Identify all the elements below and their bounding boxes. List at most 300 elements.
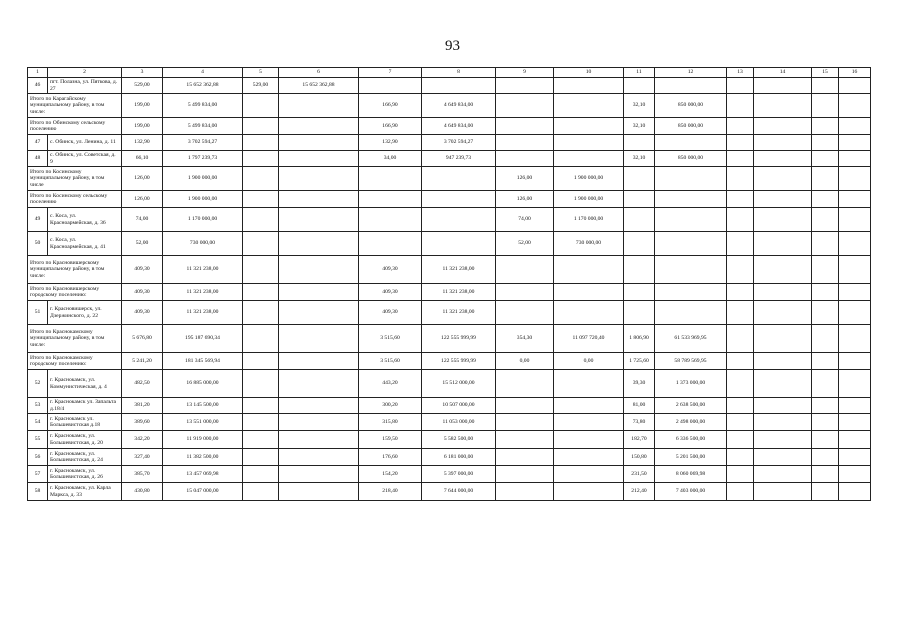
column-header: 4 (163, 68, 243, 78)
row-number: 50 (28, 232, 48, 256)
empty-cell (727, 414, 754, 431)
empty-cell (812, 256, 839, 284)
value-cell-c6 (279, 466, 359, 483)
value-cell-c7 (359, 191, 422, 208)
value-cell-c11 (624, 284, 655, 301)
empty-cell (727, 284, 754, 301)
value-cell-c7: 3 515,60 (359, 325, 422, 353)
value-cell-c5 (243, 94, 279, 118)
column-header: 6 (279, 68, 359, 78)
value-cell-c7: 154,20 (359, 466, 422, 483)
empty-cell (812, 414, 839, 431)
empty-cell (839, 78, 871, 94)
empty-cell (839, 208, 871, 232)
value-cell-c12: 5 201 500,00 (655, 449, 727, 466)
subtotal-row (28, 284, 871, 301)
value-cell-c6 (279, 94, 359, 118)
empty-cell (727, 483, 754, 501)
empty-cell (727, 398, 754, 414)
value-cell-c10: 1 900 000,00 (554, 191, 624, 208)
empty-cell (754, 301, 812, 325)
value-cell-c10: 0,00 (554, 353, 624, 370)
subtotal-label: Итого по Карагайскому муниципальному району, в том числе: (28, 94, 122, 118)
empty-cell (727, 191, 754, 208)
value-cell-c5 (243, 256, 279, 284)
value-cell-c3: 482,50 (122, 370, 163, 398)
empty-cell (839, 301, 871, 325)
value-cell-c4: 11 321 238,00 (163, 301, 243, 325)
value-cell-c3: 199,00 (122, 118, 163, 135)
value-cell-c4: 13 457 069,98 (163, 466, 243, 483)
table-row (28, 232, 871, 256)
empty-cell (754, 118, 812, 135)
address-cell: с. Коса, ул. Красноармейская, д. 36 (48, 208, 122, 232)
table-row (28, 301, 871, 325)
empty-cell (754, 78, 812, 94)
value-cell-c5 (243, 191, 279, 208)
address-cell: г. Краснокамск, ул. Карла Маркса, д. 33 (48, 483, 122, 501)
subtotal-label: Итого по Красновишерскому городскому поселению: (28, 284, 122, 301)
table-row (28, 414, 871, 431)
value-cell-c8: 5 582 500,00 (422, 431, 496, 449)
value-cell-c8: 122 555 999,99 (422, 325, 496, 353)
value-cell-c11 (624, 135, 655, 151)
value-cell-c5 (243, 135, 279, 151)
empty-cell (754, 94, 812, 118)
value-cell-c10 (554, 466, 624, 483)
register-table (27, 67, 871, 501)
empty-cell (754, 135, 812, 151)
value-cell-c11 (624, 167, 655, 191)
value-cell-c8: 5 397 000,00 (422, 466, 496, 483)
row-number: 49 (28, 208, 48, 232)
row-number: 57 (28, 466, 48, 483)
value-cell-c6 (279, 135, 359, 151)
page-number: 93 (445, 38, 460, 54)
address-cell: с. Обинск, ул. Советская, д. 9 (48, 151, 122, 167)
value-cell-c6 (279, 483, 359, 501)
value-cell-c10 (554, 256, 624, 284)
value-cell-c10 (554, 431, 624, 449)
empty-cell (754, 483, 812, 501)
subtotal-row (28, 118, 871, 135)
value-cell-c8: 15 512 000,00 (422, 370, 496, 398)
value-cell-c10 (554, 135, 624, 151)
table-row (28, 398, 871, 414)
value-cell-c11 (624, 208, 655, 232)
empty-cell (754, 398, 812, 414)
table-row (28, 78, 871, 94)
value-cell-c4: 11 321 238,00 (163, 256, 243, 284)
column-header: 13 (727, 68, 754, 78)
value-cell-c11: 150,80 (624, 449, 655, 466)
value-cell-c4: 1 900 000,00 (163, 191, 243, 208)
value-cell-c12 (655, 232, 727, 256)
value-cell-c9 (496, 398, 554, 414)
column-header: 11 (624, 68, 655, 78)
value-cell-c8: 4 649 834,00 (422, 94, 496, 118)
value-cell-c9 (496, 256, 554, 284)
empty-cell (754, 151, 812, 167)
value-cell-c5 (243, 431, 279, 449)
value-cell-c5 (243, 449, 279, 466)
value-cell-c3: 529,00 (122, 78, 163, 94)
empty-cell (754, 208, 812, 232)
value-cell-c12 (655, 135, 727, 151)
value-cell-c4: 13 145 500,00 (163, 398, 243, 414)
value-cell-c11: 32,10 (624, 118, 655, 135)
value-cell-c10 (554, 151, 624, 167)
empty-cell (812, 151, 839, 167)
value-cell-c3: 199,00 (122, 94, 163, 118)
address-cell: г. Краснокамск ул. Большевистская д.18 (48, 414, 122, 431)
row-number: 55 (28, 431, 48, 449)
value-cell-c12 (655, 167, 727, 191)
value-cell-c7: 300,20 (359, 398, 422, 414)
value-cell-c7: 132,90 (359, 135, 422, 151)
value-cell-c11: 1 806,90 (624, 325, 655, 353)
value-cell-c3: 52,00 (122, 232, 163, 256)
column-header: 2 (48, 68, 122, 78)
column-number-row (28, 68, 871, 78)
subtotal-label: Итого по Краснокамскому городскому поселению: (28, 353, 122, 370)
empty-cell (754, 414, 812, 431)
empty-cell (812, 284, 839, 301)
empty-cell (754, 353, 812, 370)
value-cell-c5 (243, 284, 279, 301)
empty-cell (839, 370, 871, 398)
value-cell-c4: 15 652 362,88 (163, 78, 243, 94)
column-header: 15 (812, 68, 839, 78)
value-cell-c4: 13 551 000,00 (163, 414, 243, 431)
value-cell-c12: 850 000,00 (655, 94, 727, 118)
value-cell-c10 (554, 483, 624, 501)
value-cell-c11: 1 725,60 (624, 353, 655, 370)
value-cell-c8 (422, 78, 496, 94)
empty-cell (812, 78, 839, 94)
address-cell: г. Красновишерск, ул. Дзержинского, д. 22 (48, 301, 122, 325)
row-number: 47 (28, 135, 48, 151)
empty-cell (812, 353, 839, 370)
value-cell-c7 (359, 167, 422, 191)
value-cell-c7: 409,30 (359, 301, 422, 325)
value-cell-c3: 126,00 (122, 167, 163, 191)
value-cell-c10 (554, 414, 624, 431)
value-cell-c11: 32,10 (624, 94, 655, 118)
subtotal-row (28, 325, 871, 353)
empty-cell (839, 414, 871, 431)
value-cell-c11: 182,70 (624, 431, 655, 449)
value-cell-c5 (243, 353, 279, 370)
empty-cell (727, 256, 754, 284)
table-row (28, 483, 871, 501)
empty-cell (839, 466, 871, 483)
value-cell-c5 (243, 232, 279, 256)
table-row (28, 135, 871, 151)
empty-cell (727, 78, 754, 94)
subtotal-label: Итого по Косинскому муниципальному району, в том числе (28, 167, 122, 191)
row-number: 51 (28, 301, 48, 325)
value-cell-c5 (243, 466, 279, 483)
value-cell-c8: 122 555 999,99 (422, 353, 496, 370)
value-cell-c12: 6 336 500,00 (655, 431, 727, 449)
value-cell-c4: 3 702 594,27 (163, 135, 243, 151)
value-cell-c4: 5 499 834,00 (163, 118, 243, 135)
value-cell-c7 (359, 208, 422, 232)
value-cell-c6 (279, 370, 359, 398)
value-cell-c7 (359, 78, 422, 94)
empty-cell (812, 466, 839, 483)
value-cell-c3: 327,40 (122, 449, 163, 466)
value-cell-c12: 850 000,00 (655, 118, 727, 135)
value-cell-c12 (655, 208, 727, 232)
value-cell-c9: 126,00 (496, 191, 554, 208)
address-cell: пгт. Полазна, ул. Пяткова, д. 27 (48, 78, 122, 94)
value-cell-c4: 11 382 500,00 (163, 449, 243, 466)
empty-cell (812, 398, 839, 414)
value-cell-c6: 15 652 362,88 (279, 78, 359, 94)
table-row (28, 370, 871, 398)
value-cell-c6 (279, 353, 359, 370)
empty-cell (812, 370, 839, 398)
value-cell-c7: 409,30 (359, 256, 422, 284)
value-cell-c10: 1 170 000,00 (554, 208, 624, 232)
value-cell-c6 (279, 398, 359, 414)
empty-cell (839, 256, 871, 284)
address-cell: г. Краснокамск, ул. Большевистская, д. 26 (48, 466, 122, 483)
empty-cell (839, 94, 871, 118)
value-cell-c12 (655, 78, 727, 94)
value-cell-c4: 5 499 834,00 (163, 94, 243, 118)
empty-cell (839, 325, 871, 353)
value-cell-c12: 1 373 000,00 (655, 370, 727, 398)
empty-cell (839, 118, 871, 135)
value-cell-c11: 73,80 (624, 414, 655, 431)
value-cell-c7: 166,90 (359, 118, 422, 135)
column-header: 14 (754, 68, 812, 78)
subtotal-label: Итого по Красновишерскому муниципальному району, в том числе: (28, 256, 122, 284)
value-cell-c8 (422, 191, 496, 208)
value-cell-c9: 52,00 (496, 232, 554, 256)
value-cell-c7: 315,80 (359, 414, 422, 431)
value-cell-c9: 74,00 (496, 208, 554, 232)
address-cell: с. Обинск, ул. Ленина, д. 11 (48, 135, 122, 151)
value-cell-c4: 11 321 238,00 (163, 284, 243, 301)
subtotal-row (28, 353, 871, 370)
value-cell-c10 (554, 118, 624, 135)
value-cell-c6 (279, 256, 359, 284)
empty-cell (839, 167, 871, 191)
empty-cell (727, 370, 754, 398)
value-cell-c8 (422, 167, 496, 191)
value-cell-c9 (496, 151, 554, 167)
value-cell-c5 (243, 483, 279, 501)
subtotal-row (28, 191, 871, 208)
value-cell-c4: 1 170 000,00 (163, 208, 243, 232)
value-cell-c8: 11 053 000,00 (422, 414, 496, 431)
value-cell-c12: 61 533 969,95 (655, 325, 727, 353)
value-cell-c12 (655, 191, 727, 208)
empty-cell (727, 449, 754, 466)
empty-cell (812, 301, 839, 325)
value-cell-c11: 81,00 (624, 398, 655, 414)
column-header: 10 (554, 68, 624, 78)
subtotal-label: Итого по Краснокамскому муниципальному району, в том числе: (28, 325, 122, 353)
value-cell-c7: 166,90 (359, 94, 422, 118)
value-cell-c12: 8 060 069,98 (655, 466, 727, 483)
value-cell-c7 (359, 232, 422, 256)
empty-cell (727, 167, 754, 191)
value-cell-c9: 0,00 (496, 353, 554, 370)
value-cell-c9: 354,30 (496, 325, 554, 353)
address-cell: с. Коса, ул. Красноармейская, д. 41 (48, 232, 122, 256)
table-row (28, 208, 871, 232)
value-cell-c10 (554, 370, 624, 398)
value-cell-c10 (554, 449, 624, 466)
empty-cell (754, 256, 812, 284)
value-cell-c10 (554, 301, 624, 325)
address-cell: г. Краснокамск, ул. Большевистская, д. 24 (48, 449, 122, 466)
value-cell-c10 (554, 94, 624, 118)
subtotal-label: Итого по Обинскому сельскому поселению (28, 118, 122, 135)
value-cell-c10 (554, 78, 624, 94)
value-cell-c11: 231,50 (624, 466, 655, 483)
value-cell-c12: 850 000,00 (655, 151, 727, 167)
value-cell-c5 (243, 398, 279, 414)
address-cell: г. Краснокамск ул. Запальта д.18/4 (48, 398, 122, 414)
value-cell-c10: 730 000,00 (554, 232, 624, 256)
value-cell-c9 (496, 414, 554, 431)
empty-cell (727, 208, 754, 232)
empty-cell (754, 370, 812, 398)
value-cell-c8: 10 507 000,00 (422, 398, 496, 414)
value-cell-c6 (279, 208, 359, 232)
row-number: 58 (28, 483, 48, 501)
value-cell-c3: 66,10 (122, 151, 163, 167)
value-cell-c5 (243, 414, 279, 431)
value-cell-c6 (279, 232, 359, 256)
value-cell-c4: 1 900 000,00 (163, 167, 243, 191)
subtotal-row (28, 167, 871, 191)
value-cell-c5 (243, 208, 279, 232)
value-cell-c6 (279, 118, 359, 135)
value-cell-c6 (279, 414, 359, 431)
value-cell-c8: 4 649 834,00 (422, 118, 496, 135)
value-cell-c9 (496, 301, 554, 325)
value-cell-c8: 11 321 238,00 (422, 284, 496, 301)
value-cell-c6 (279, 325, 359, 353)
value-cell-c3: 5 241,20 (122, 353, 163, 370)
value-cell-c12 (655, 256, 727, 284)
empty-cell (754, 232, 812, 256)
empty-cell (839, 284, 871, 301)
register-body (28, 68, 871, 501)
subtotal-row (28, 94, 871, 118)
empty-cell (754, 284, 812, 301)
value-cell-c9: 126,00 (496, 167, 554, 191)
value-cell-c8: 3 702 594,27 (422, 135, 496, 151)
value-cell-c3: 409,30 (122, 284, 163, 301)
empty-cell (727, 325, 754, 353)
row-number: 48 (28, 151, 48, 167)
value-cell-c7: 409,30 (359, 284, 422, 301)
column-header: 8 (422, 68, 496, 78)
value-cell-c3: 126,00 (122, 191, 163, 208)
value-cell-c7: 3 515,60 (359, 353, 422, 370)
empty-cell (727, 301, 754, 325)
value-cell-c3: 381,20 (122, 398, 163, 414)
value-cell-c9 (496, 78, 554, 94)
value-cell-c4: 1 797 239,73 (163, 151, 243, 167)
empty-cell (839, 135, 871, 151)
value-cell-c4: 11 919 000,00 (163, 431, 243, 449)
value-cell-c8 (422, 208, 496, 232)
value-cell-c7: 443,20 (359, 370, 422, 398)
row-number: 52 (28, 370, 48, 398)
value-cell-c10: 11 097 720,40 (554, 325, 624, 353)
empty-cell (727, 353, 754, 370)
column-header: 5 (243, 68, 279, 78)
empty-cell (754, 191, 812, 208)
empty-cell (839, 353, 871, 370)
empty-cell (754, 325, 812, 353)
value-cell-c6 (279, 151, 359, 167)
value-cell-c4: 181 345 569,94 (163, 353, 243, 370)
value-cell-c7: 218,40 (359, 483, 422, 501)
value-cell-c4: 16 885 000,00 (163, 370, 243, 398)
value-cell-c12: 2 498 000,00 (655, 414, 727, 431)
value-cell-c3: 74,00 (122, 208, 163, 232)
address-cell: г. Краснокамск, ул. Коммунистическая, д. 4 (48, 370, 122, 398)
empty-cell (727, 135, 754, 151)
value-cell-c9 (496, 284, 554, 301)
empty-cell (727, 94, 754, 118)
value-cell-c9 (496, 431, 554, 449)
value-cell-c11 (624, 78, 655, 94)
empty-cell (754, 167, 812, 191)
column-header: 7 (359, 68, 422, 78)
row-number: 46 (28, 78, 48, 94)
value-cell-c11: 39,30 (624, 370, 655, 398)
row-number: 53 (28, 398, 48, 414)
value-cell-c5 (243, 167, 279, 191)
value-cell-c10 (554, 398, 624, 414)
empty-cell (727, 151, 754, 167)
value-cell-c9 (496, 135, 554, 151)
value-cell-c10: 1 900 000,00 (554, 167, 624, 191)
empty-cell (839, 151, 871, 167)
value-cell-c3: 385,70 (122, 466, 163, 483)
value-cell-c8: 11 321 238,00 (422, 301, 496, 325)
value-cell-c12 (655, 284, 727, 301)
value-cell-c8: 947 239,73 (422, 151, 496, 167)
value-cell-c11 (624, 256, 655, 284)
table-row (28, 449, 871, 466)
value-cell-c11: 32,10 (624, 151, 655, 167)
empty-cell (727, 431, 754, 449)
value-cell-c6 (279, 301, 359, 325)
value-cell-c3: 389,60 (122, 414, 163, 431)
value-cell-c9 (496, 94, 554, 118)
row-number: 56 (28, 449, 48, 466)
value-cell-c11 (624, 301, 655, 325)
table-row (28, 431, 871, 449)
value-cell-c10 (554, 284, 624, 301)
value-cell-c6 (279, 191, 359, 208)
value-cell-c8 (422, 232, 496, 256)
value-cell-c11 (624, 232, 655, 256)
empty-cell (754, 449, 812, 466)
